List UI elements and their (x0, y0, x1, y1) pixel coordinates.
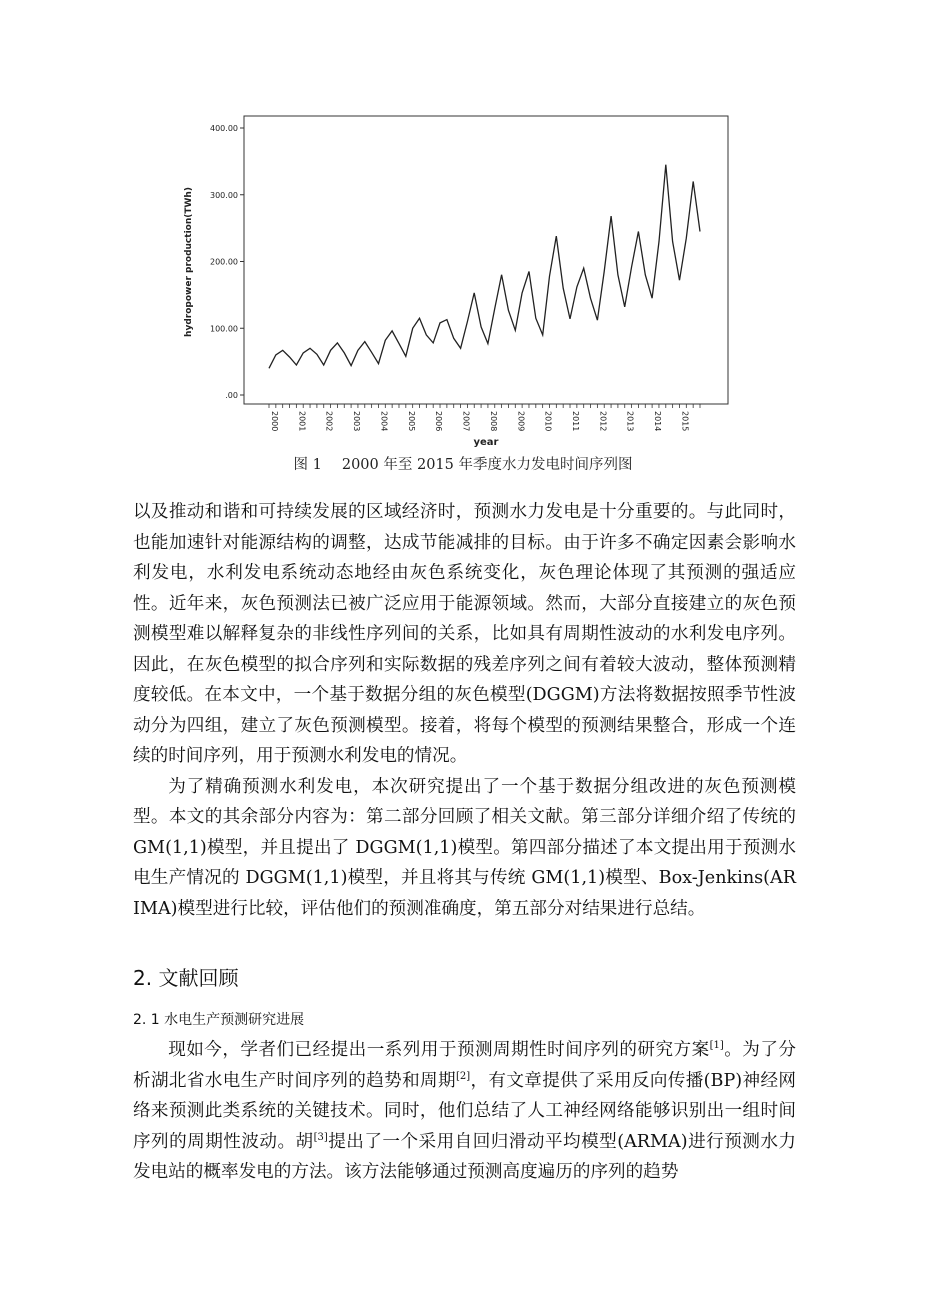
line-chart (160, 108, 740, 453)
x-tick-label: 2010 (543, 411, 553, 432)
subsection-2-1-heading: 2. 1 水电生产预测研究进展 (133, 1012, 305, 1028)
y-tick-label: 300.00 (210, 190, 238, 200)
citation-3[interactable]: [3] (313, 1131, 328, 1143)
section-2-body (133, 1035, 796, 1188)
series-line (269, 165, 700, 369)
paragraph-2: 为了精确预测水利发电，本次研究提出了一个基于数据分组改进的灰色预测模型。本文的其余部分内容为：第二部分回顾了相关文献。第三部分详细介绍了传统的 GM(1,1)模型，并且提出了 DGGM(1,1)模型。第四部分描述了本文提出用于预测水电生产情况的 DGGM(1,1)模型，并且将其与传统 GM(1,1)模型、Box-Jenkins(ARIMA)模型进行比较，评估他们的预测准确度，第五部分对结果进行总结。 (133, 776, 796, 919)
paragraph-3-part-c: ，有文章提供了采用反向传播(BP)神经网络来预测此类系统的关键技术。同时，他们总结了人工神经网络能够识别出一组时间序列的周期性波动。胡 (133, 1070, 796, 1152)
y-tick-label: 400.00 (210, 124, 238, 133)
citation-1[interactable]: [1] (709, 1040, 724, 1052)
x-tick-label: 2002 (324, 411, 334, 432)
section-1-body (133, 497, 796, 924)
figure-caption-text: 2000 年至 2015 年季度水力发电时间序列图 (341, 457, 633, 473)
x-tick-label: 2005 (406, 411, 416, 432)
citation-2[interactable]: [2] (455, 1070, 471, 1082)
y-tick-label: .00 (225, 391, 238, 400)
paragraph-3-part-b: 。为了分析湖北省水电生产时间序列的趋势和周期 (133, 1040, 796, 1091)
x-tick-label: 2007 (461, 411, 471, 432)
x-tick-label: 2012 (598, 411, 608, 432)
section-2-heading: 2. 文献回顾 (133, 966, 239, 990)
paragraph-3 (133, 1035, 796, 1188)
x-tick-label: 2006 (434, 411, 444, 432)
plot-frame (244, 116, 728, 404)
paragraph-1: 以及推动和谐和可持续发展的区域经济时，预测水力发电是十分重要的。与此同时，也能加速针对能源结构的调整，达成节能减排的目标。由于许多不确定因素会影响水利发电，水利发电系统动态地经由灰色系统变化，灰色理论体现了其预测的强适应性。近年来，灰色预测法已被广泛应用于能源领域。然而，大部分直接建立的灰色预测模型难以解释复杂的非线性序列间的关系，比如具有周期性波动的水利发电序列。因此，在灰色模型的拟合序列和实际数据的残差序列之间有着较大波动，整体预测精度较低。在本文中，一个基于数据分组的灰色模型(DGGM)方法将数据按照季节性波动分为四组，建立了灰色预测模型。接着，将每个模型的预测结果整合，形成一个连续的时间序列，用于预测水利发电的情况。 (133, 502, 796, 766)
x-tick-label: 2015 (680, 411, 690, 432)
x-tick-label: 2003 (352, 411, 362, 432)
x-tick-label: 2013 (625, 411, 635, 432)
x-tick-label: 2009 (516, 411, 526, 432)
figure-caption (0, 453, 926, 474)
x-tick-label: 2004 (379, 411, 389, 432)
x-axis-label: year (473, 437, 499, 448)
paragraph-3-part-d: 提出了一个采用自回归滑动平均模型(ARMA)进行预测水力发电站的概率发电的方法。该方法能够通过预测高度遍历的序列的趋势 (133, 1131, 796, 1182)
hydropower-time-series-figure (160, 108, 740, 453)
x-tick-label: 2001 (297, 411, 307, 432)
x-tick-label: 2011 (571, 411, 580, 432)
figure-caption-number: 图 1 (293, 457, 322, 473)
y-axis-label: hydropower production(TWh) (184, 187, 194, 337)
x-tick-label: 2014 (653, 411, 663, 432)
x-tick-label: 2008 (488, 411, 498, 432)
paragraph-3-part-a: 现如今，学者们已经提出一系列用于预测周期性时间序列的研究方案 (168, 1040, 710, 1060)
x-tick-label: 2000 (270, 411, 279, 432)
y-tick-label: 200.00 (210, 257, 238, 267)
y-tick-label: 100.00 (210, 324, 238, 334)
